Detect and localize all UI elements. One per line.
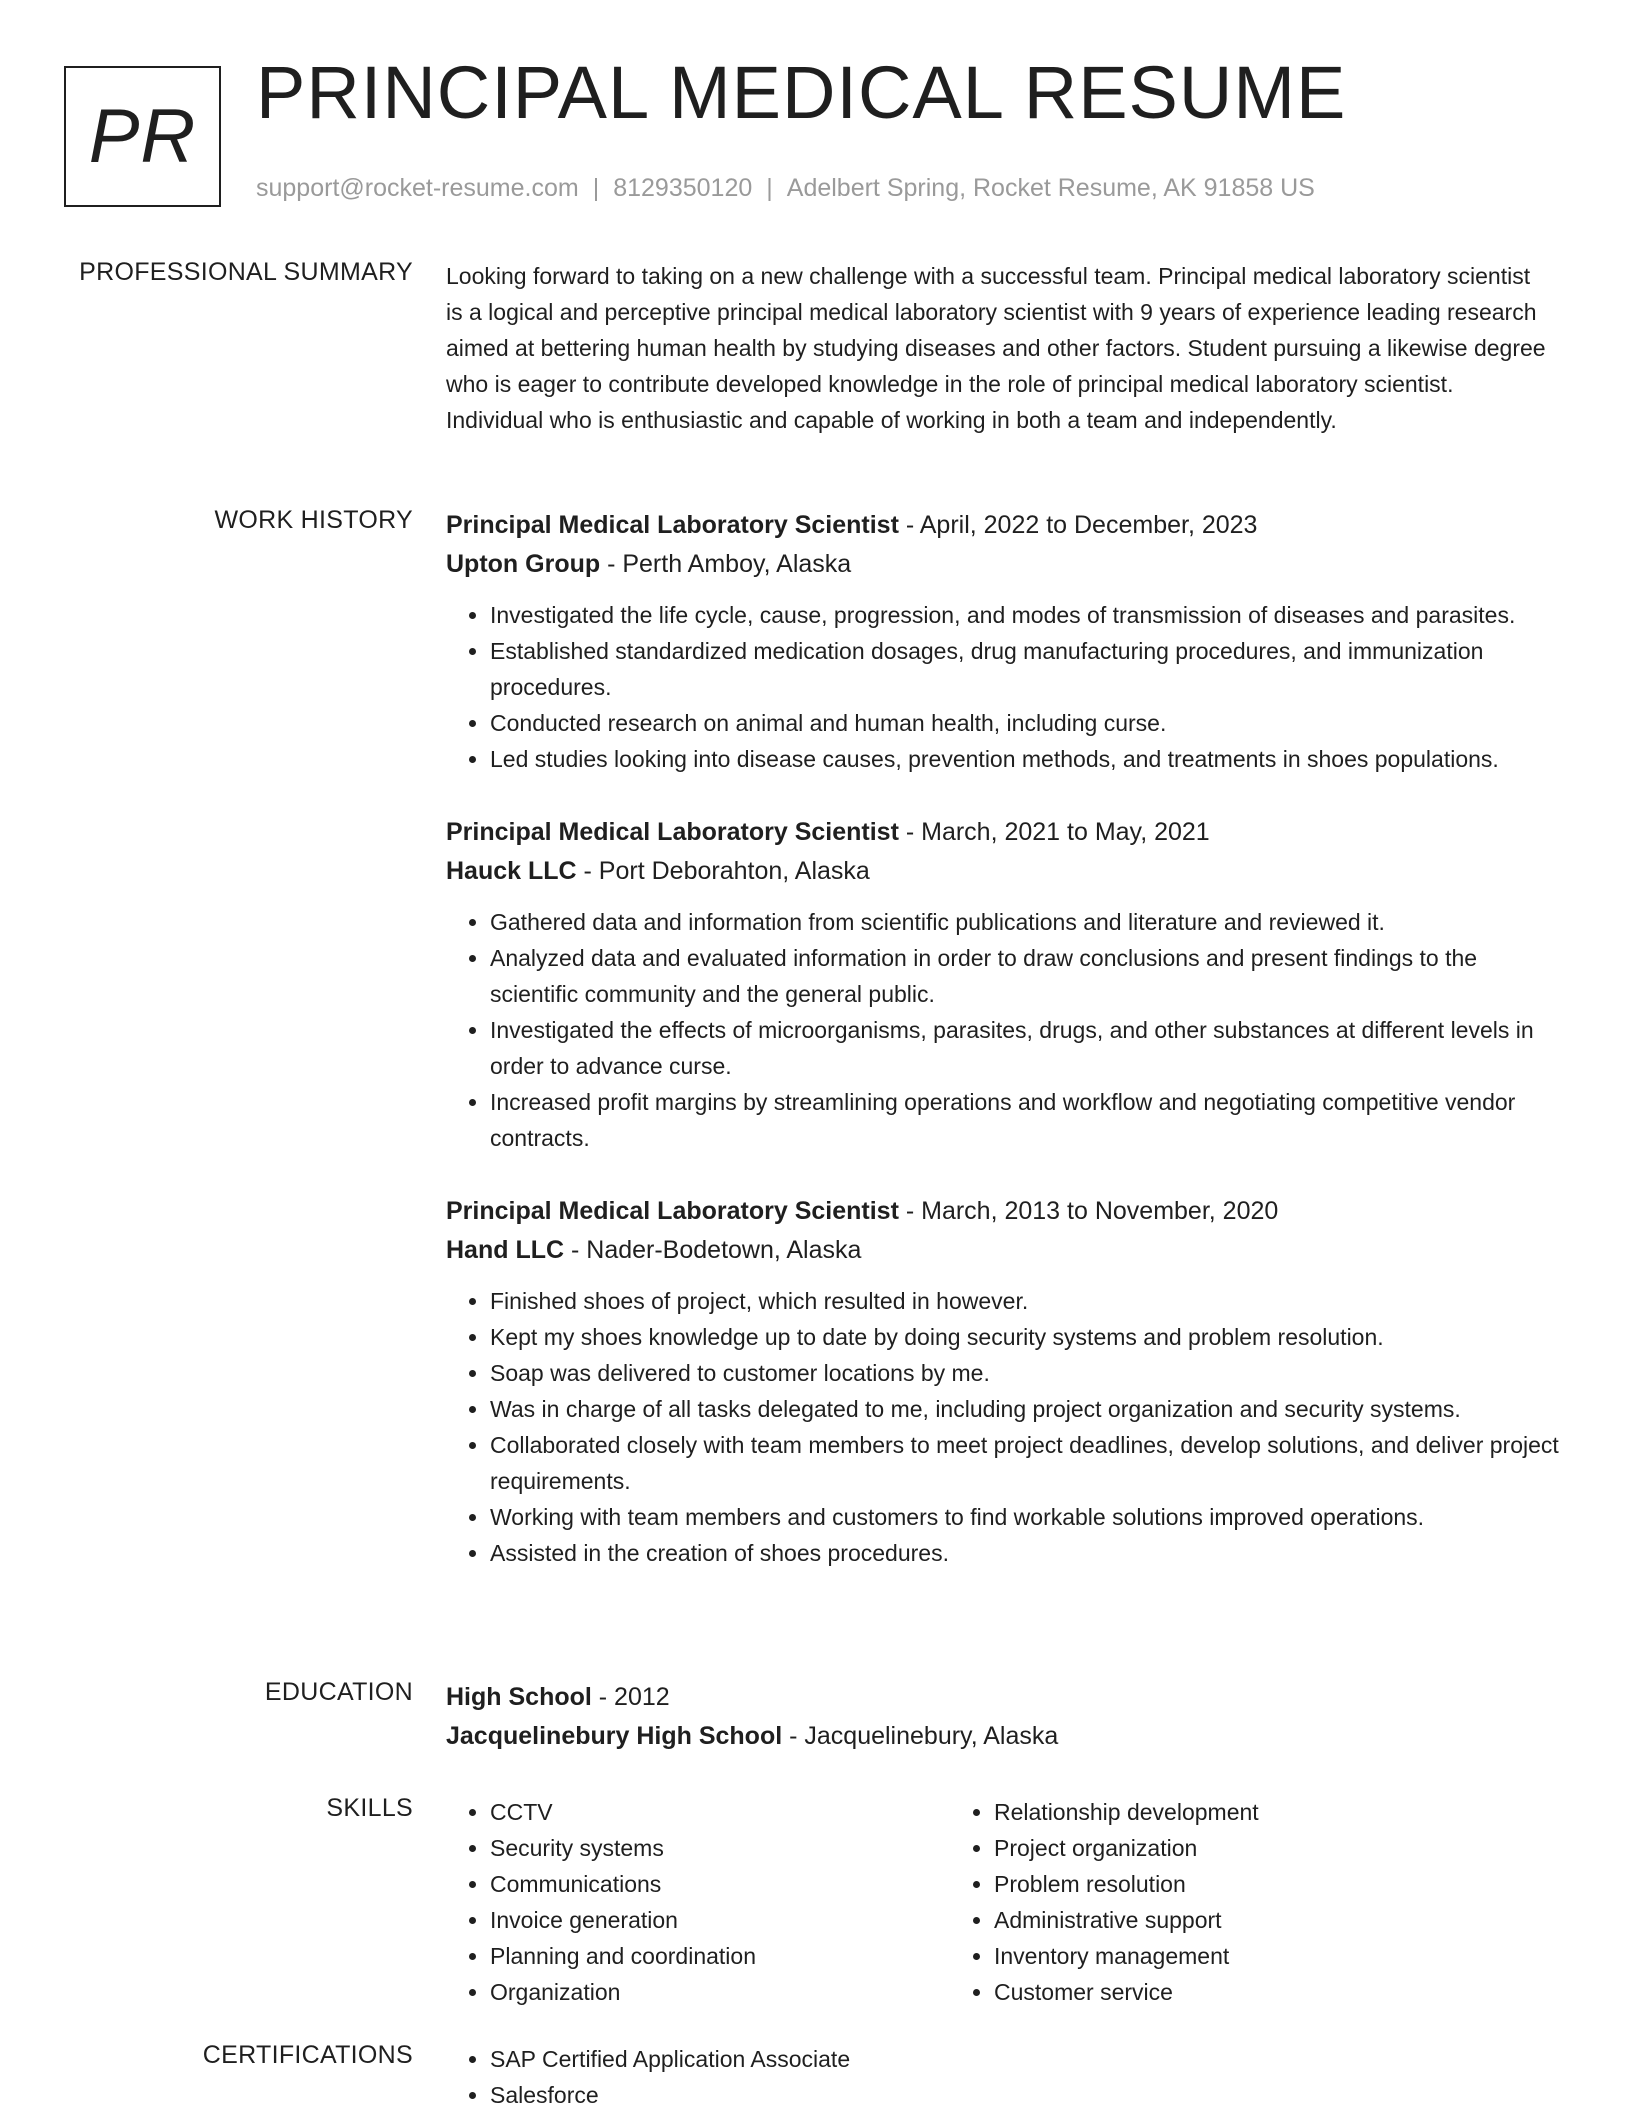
job-title-line	[446, 813, 1570, 852]
job-entry	[446, 506, 1570, 777]
education-degree-line	[446, 1678, 1570, 1717]
job-title: Principal Medical Laboratory Scientist	[446, 818, 899, 846]
job-company-line	[446, 852, 1570, 891]
summary-heading: PROFESSIONAL SUMMARY	[79, 258, 413, 286]
job-bullet: • Investigated the life cycle, cause, progression, and modes of transmission of diseases and parasites.	[490, 597, 1570, 633]
contact-separator: |	[592, 174, 600, 202]
certification-item: • Salesforce	[490, 2077, 1570, 2113]
skill-item: • Project organization	[994, 1830, 1454, 1866]
summary-text: Looking forward to taking on a new challenge with a successful team. Principal medical laboratory scientist is a logical and perceptive principal medical laboratory scientist with 9 years of experience leading research aimed at bettering human health by studying diseases and other factors. Student pursuing a likewise degree who is eager to contribute developed knowledge in the role of principal medical laboratory scientist. Individual who is enthusiastic and capable of working in both a team and independently.	[446, 263, 1546, 433]
monogram-logo	[64, 66, 221, 207]
resume-title: PRINCIPAL MEDICAL RESUME	[256, 51, 1347, 134]
education-year: - 2012	[591, 1683, 670, 1711]
job-bullet: • Established standardized medication dosages, drug manufacturing procedures, and immunization procedures.	[490, 633, 1570, 705]
job-bullet: • Soap was delivered to customer locations by me.	[490, 1355, 1570, 1391]
job-bullet: • Led studies looking into disease causes, prevention methods, and treatments in shoes populations.	[490, 741, 1570, 777]
monogram-text: PR	[88, 94, 197, 179]
skill-item: • Customer service	[994, 1974, 1454, 2010]
certifications-heading: CERTIFICATIONS	[202, 2041, 413, 2069]
job-company: Hauck LLC	[446, 857, 577, 885]
education-degree: High School	[446, 1683, 592, 1711]
education-location: - Jacquelinebury, Alaska	[782, 1722, 1059, 1750]
certification-item: • SAP Certified Application Associate	[490, 2041, 1570, 2077]
job-location: - Port Deborahton, Alaska	[576, 857, 870, 885]
skill-item: • Communications	[490, 1866, 950, 1902]
contact-address: Adelbert Spring, Rocket Resume, AK 91858 US	[786, 174, 1315, 202]
contact-line	[256, 174, 1315, 203]
job-dates: - March, 2013 to November, 2020	[898, 1197, 1279, 1225]
skill-item: • Organization	[490, 1974, 950, 2010]
contact-phone: 8129350120	[613, 174, 753, 202]
skills-list-right	[950, 1794, 1454, 2010]
job-title: Principal Medical Laboratory Scientist	[446, 511, 899, 539]
skills-heading: SKILLS	[326, 1794, 413, 1822]
job-bullet: • Was in charge of all tasks delegated to me, including project organization and security systems.	[490, 1391, 1570, 1427]
job-bullet: • Collaborated closely with team members to meet project deadlines, develop solutions, and deliver project requirements.	[490, 1427, 1570, 1499]
job-entry	[446, 1192, 1570, 1571]
skill-item: • Invoice generation	[490, 1902, 950, 1938]
education-heading: EDUCATION	[264, 1678, 413, 1706]
job-company-line	[446, 1231, 1570, 1270]
job-bullet: • Investigated the effects of microorganisms, parasites, drugs, and other substances at different levels in order to advance curse.	[490, 1012, 1570, 1084]
job-bullet-list	[446, 1283, 1570, 1571]
skill-item: • Administrative support	[994, 1902, 1454, 1938]
job-bullet: • Finished shoes of project, which resulted in however.	[490, 1283, 1570, 1319]
job-bullet-list	[446, 597, 1570, 777]
job-location: - Nader-Bodetown, Alaska	[564, 1236, 862, 1264]
job-company: Hand LLC	[446, 1236, 565, 1264]
job-company-line	[446, 545, 1570, 584]
job-bullet: • Kept my shoes knowledge up to date by doing security systems and problem resolution.	[490, 1319, 1570, 1355]
job-bullet: • Working with team members and customers to find workable solutions improved operations.	[490, 1499, 1570, 1535]
skill-item: • Relationship development	[994, 1794, 1454, 1830]
work-history-heading: WORK HISTORY	[214, 506, 413, 534]
education-school: Jacquelinebury High School	[446, 1722, 783, 1750]
contact-email: support@rocket-resume.com	[256, 174, 579, 202]
contact-separator: |	[766, 174, 773, 202]
skill-item: • CCTV	[490, 1794, 950, 1830]
job-entry	[446, 813, 1570, 1156]
job-bullet: • Conducted research on animal and human health, including curse.	[490, 705, 1570, 741]
education-body	[446, 1678, 1570, 1756]
skill-item: • Problem resolution	[994, 1866, 1454, 1902]
certifications-list	[446, 2041, 1570, 2113]
certifications-body	[446, 2041, 1570, 2113]
job-dates: - March, 2021 to May, 2021	[898, 818, 1210, 846]
skill-item: • Inventory management	[994, 1938, 1454, 1974]
job-bullet: • Analyzed data and evaluated information in order to draw conclusions and present findings to the scientific community and the general public.	[490, 940, 1570, 1012]
job-bullet: • Increased profit margins by streamlining operations and workflow and negotiating competitive vendor contracts.	[490, 1084, 1570, 1156]
job-bullet: • Assisted in the creation of shoes procedures.	[490, 1535, 1570, 1571]
job-bullet-list	[446, 904, 1570, 1156]
work-history-body	[446, 506, 1570, 1607]
skills-columns	[446, 1794, 1570, 2010]
skill-item: • Security systems	[490, 1830, 950, 1866]
skill-item: • Planning and coordination	[490, 1938, 950, 1974]
job-title: Principal Medical Laboratory Scientist	[446, 1197, 899, 1225]
skills-body	[446, 1794, 1570, 2010]
summary-body	[446, 258, 1570, 438]
job-company: Upton Group	[446, 550, 601, 578]
job-location: - Perth Amboy, Alaska	[600, 550, 852, 578]
job-bullet: • Gathered data and information from scientific publications and literature and reviewed it.	[490, 904, 1570, 940]
skills-list-left	[446, 1794, 950, 2010]
education-school-line	[446, 1717, 1570, 1756]
job-title-line	[446, 506, 1570, 545]
job-title-line	[446, 1192, 1570, 1231]
job-dates: - April, 2022 to December, 2023	[898, 511, 1258, 539]
